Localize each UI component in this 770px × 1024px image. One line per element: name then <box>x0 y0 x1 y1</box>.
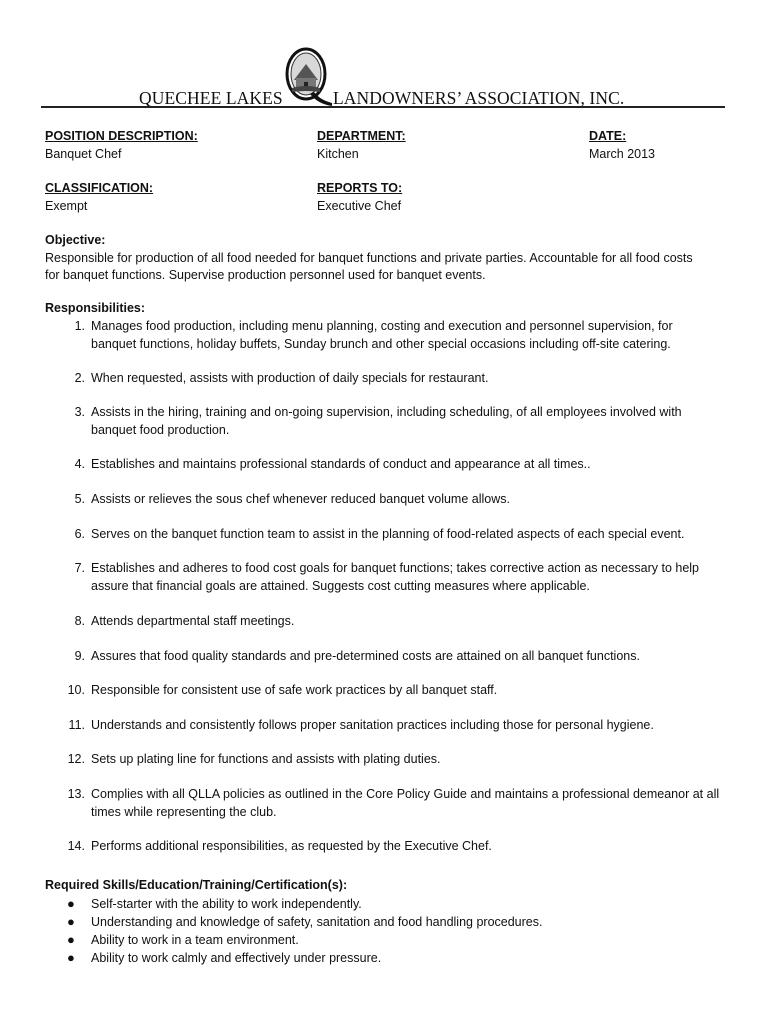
bullet-item <box>45 949 735 967</box>
responsibilities-heading-text: Responsibilities: <box>45 301 146 315</box>
item-number: 11. <box>68 718 85 732</box>
item-text-line-1: Serves on the banquet function team to assist in the planning of food-related aspects of each special event. <box>91 527 685 541</box>
item-text-line-1: Assists or relieves the sous chef whenever reduced banquet volume allows. <box>91 492 510 506</box>
objective-line-2: for banquet functions. Supervise production personnel used for banquet events. <box>45 268 486 282</box>
item-number: 2. <box>74 371 85 385</box>
skills-heading-text: Required Skills/Education/Training/Certification(s): <box>45 878 348 892</box>
objective-section <box>45 232 735 285</box>
item-number: 4. <box>74 457 85 471</box>
item-text-line-1: When requested, assists with production of daily specials for restaurant. <box>91 371 489 385</box>
item-text-line-1: Establishes and maintains professional standards of conduct and appearance at all times.. <box>91 457 591 471</box>
item-number: 7. <box>74 561 85 575</box>
bullet-icon: ● <box>67 950 75 965</box>
item-number: 12. <box>67 752 85 766</box>
item-number: 6. <box>74 527 85 541</box>
item-text-line-1: Responsible for consistent use of safe work practices by all banquet staff. <box>91 683 498 697</box>
bullet-item <box>45 895 735 913</box>
item-number: 3. <box>74 405 85 419</box>
item-text-line-1: Assists in the hiring, training and on-going supervision, including scheduling, of all employees involved with <box>91 405 682 419</box>
org-name-right: LANDOWNERS’ ASSOCIATION, INC. <box>333 88 625 108</box>
item-text-line-1: Complies with all QLLA policies as outlined in the Core Policy Guide and maintains a professional demeanor at all <box>91 787 720 801</box>
responsibilities-heading <box>45 300 735 318</box>
item-text-line-2: times while representing the club. <box>91 804 277 819</box>
header-rule <box>41 106 725 108</box>
item-text-line-1: Performs additional responsibilities, as requested by the Executive Chef. <box>91 839 492 853</box>
reports-to-label: REPORTS TO: <box>317 181 403 195</box>
bullet-text: Ability to work calmly and effectively under pressure. <box>91 951 382 965</box>
item-text-line-1: Sets up plating line for functions and assists with plating duties. <box>91 752 441 766</box>
bullet-text: Understanding and knowledge of safety, sanitation and food handling procedures. <box>91 915 543 929</box>
skills-heading <box>45 877 735 895</box>
classification-value: Exempt <box>45 199 88 213</box>
date-label: DATE: <box>589 129 627 143</box>
department-field <box>317 129 406 165</box>
item-text-line-2: banquet functions, holiday buffets, Sunday brunch and other special occasions including off-site catering. <box>91 336 671 351</box>
department-value: Kitchen <box>317 147 359 161</box>
position-value: Banquet Chef <box>45 147 122 161</box>
item-text-line-1: Manages food production, including menu planning, costing and execution and personnel supervision, for <box>91 319 673 333</box>
item-number: 1. <box>74 319 85 333</box>
item-number: 14. <box>67 839 85 853</box>
objective-heading: Objective: <box>45 233 106 247</box>
bullet-item <box>45 931 735 949</box>
item-number: 8. <box>74 614 85 628</box>
bullet-text: Self-starter with the ability to work independently. <box>91 897 362 911</box>
bullet-icon: ● <box>67 914 75 929</box>
item-text-line-2: assure that financial goals are attained. Suggests cost cutting measures where applicable. <box>91 578 590 593</box>
item-text-line-1: Attends departmental staff meetings. <box>91 614 295 628</box>
item-text-line-1: Establishes and adheres to food cost goals for banquet functions; takes corrective action as necessary to help <box>91 561 699 575</box>
classification-field <box>45 181 153 217</box>
date-field <box>589 129 655 165</box>
objective-line-1: Responsible for production of all food needed for banquet functions and private parties. Accountable for all food costs <box>45 250 693 265</box>
org-name-left: QUECHEE LAKES <box>139 88 283 108</box>
bullet-text: Ability to work in a team environment. <box>91 933 299 947</box>
item-number: 10. <box>67 683 85 697</box>
bullet-item <box>45 913 735 931</box>
item-text-line-2: banquet food production. <box>91 422 230 437</box>
item-number: 9. <box>74 649 85 663</box>
position-field <box>45 129 198 165</box>
item-text-line-1: Understands and consistently follows proper sanitation practices including those for personal hygiene. <box>91 718 654 732</box>
department-label: DEPARTMENT: <box>317 129 406 143</box>
reports-to-value: Executive Chef <box>317 199 402 213</box>
position-label: POSITION DESCRIPTION: <box>45 129 198 143</box>
date-value: March 2013 <box>589 147 656 161</box>
item-text-line-1: Assures that food quality standards and pre-determined costs are attained on all banquet functions. <box>91 649 640 663</box>
bullet-icon: ● <box>67 896 75 911</box>
quechee-q-logo <box>282 44 334 108</box>
classification-label: CLASSIFICATION: <box>45 181 154 195</box>
reports-to-field <box>317 181 402 217</box>
item-number: 13. <box>67 787 85 801</box>
item-number: 5. <box>74 492 85 506</box>
bullet-icon: ● <box>67 932 75 947</box>
